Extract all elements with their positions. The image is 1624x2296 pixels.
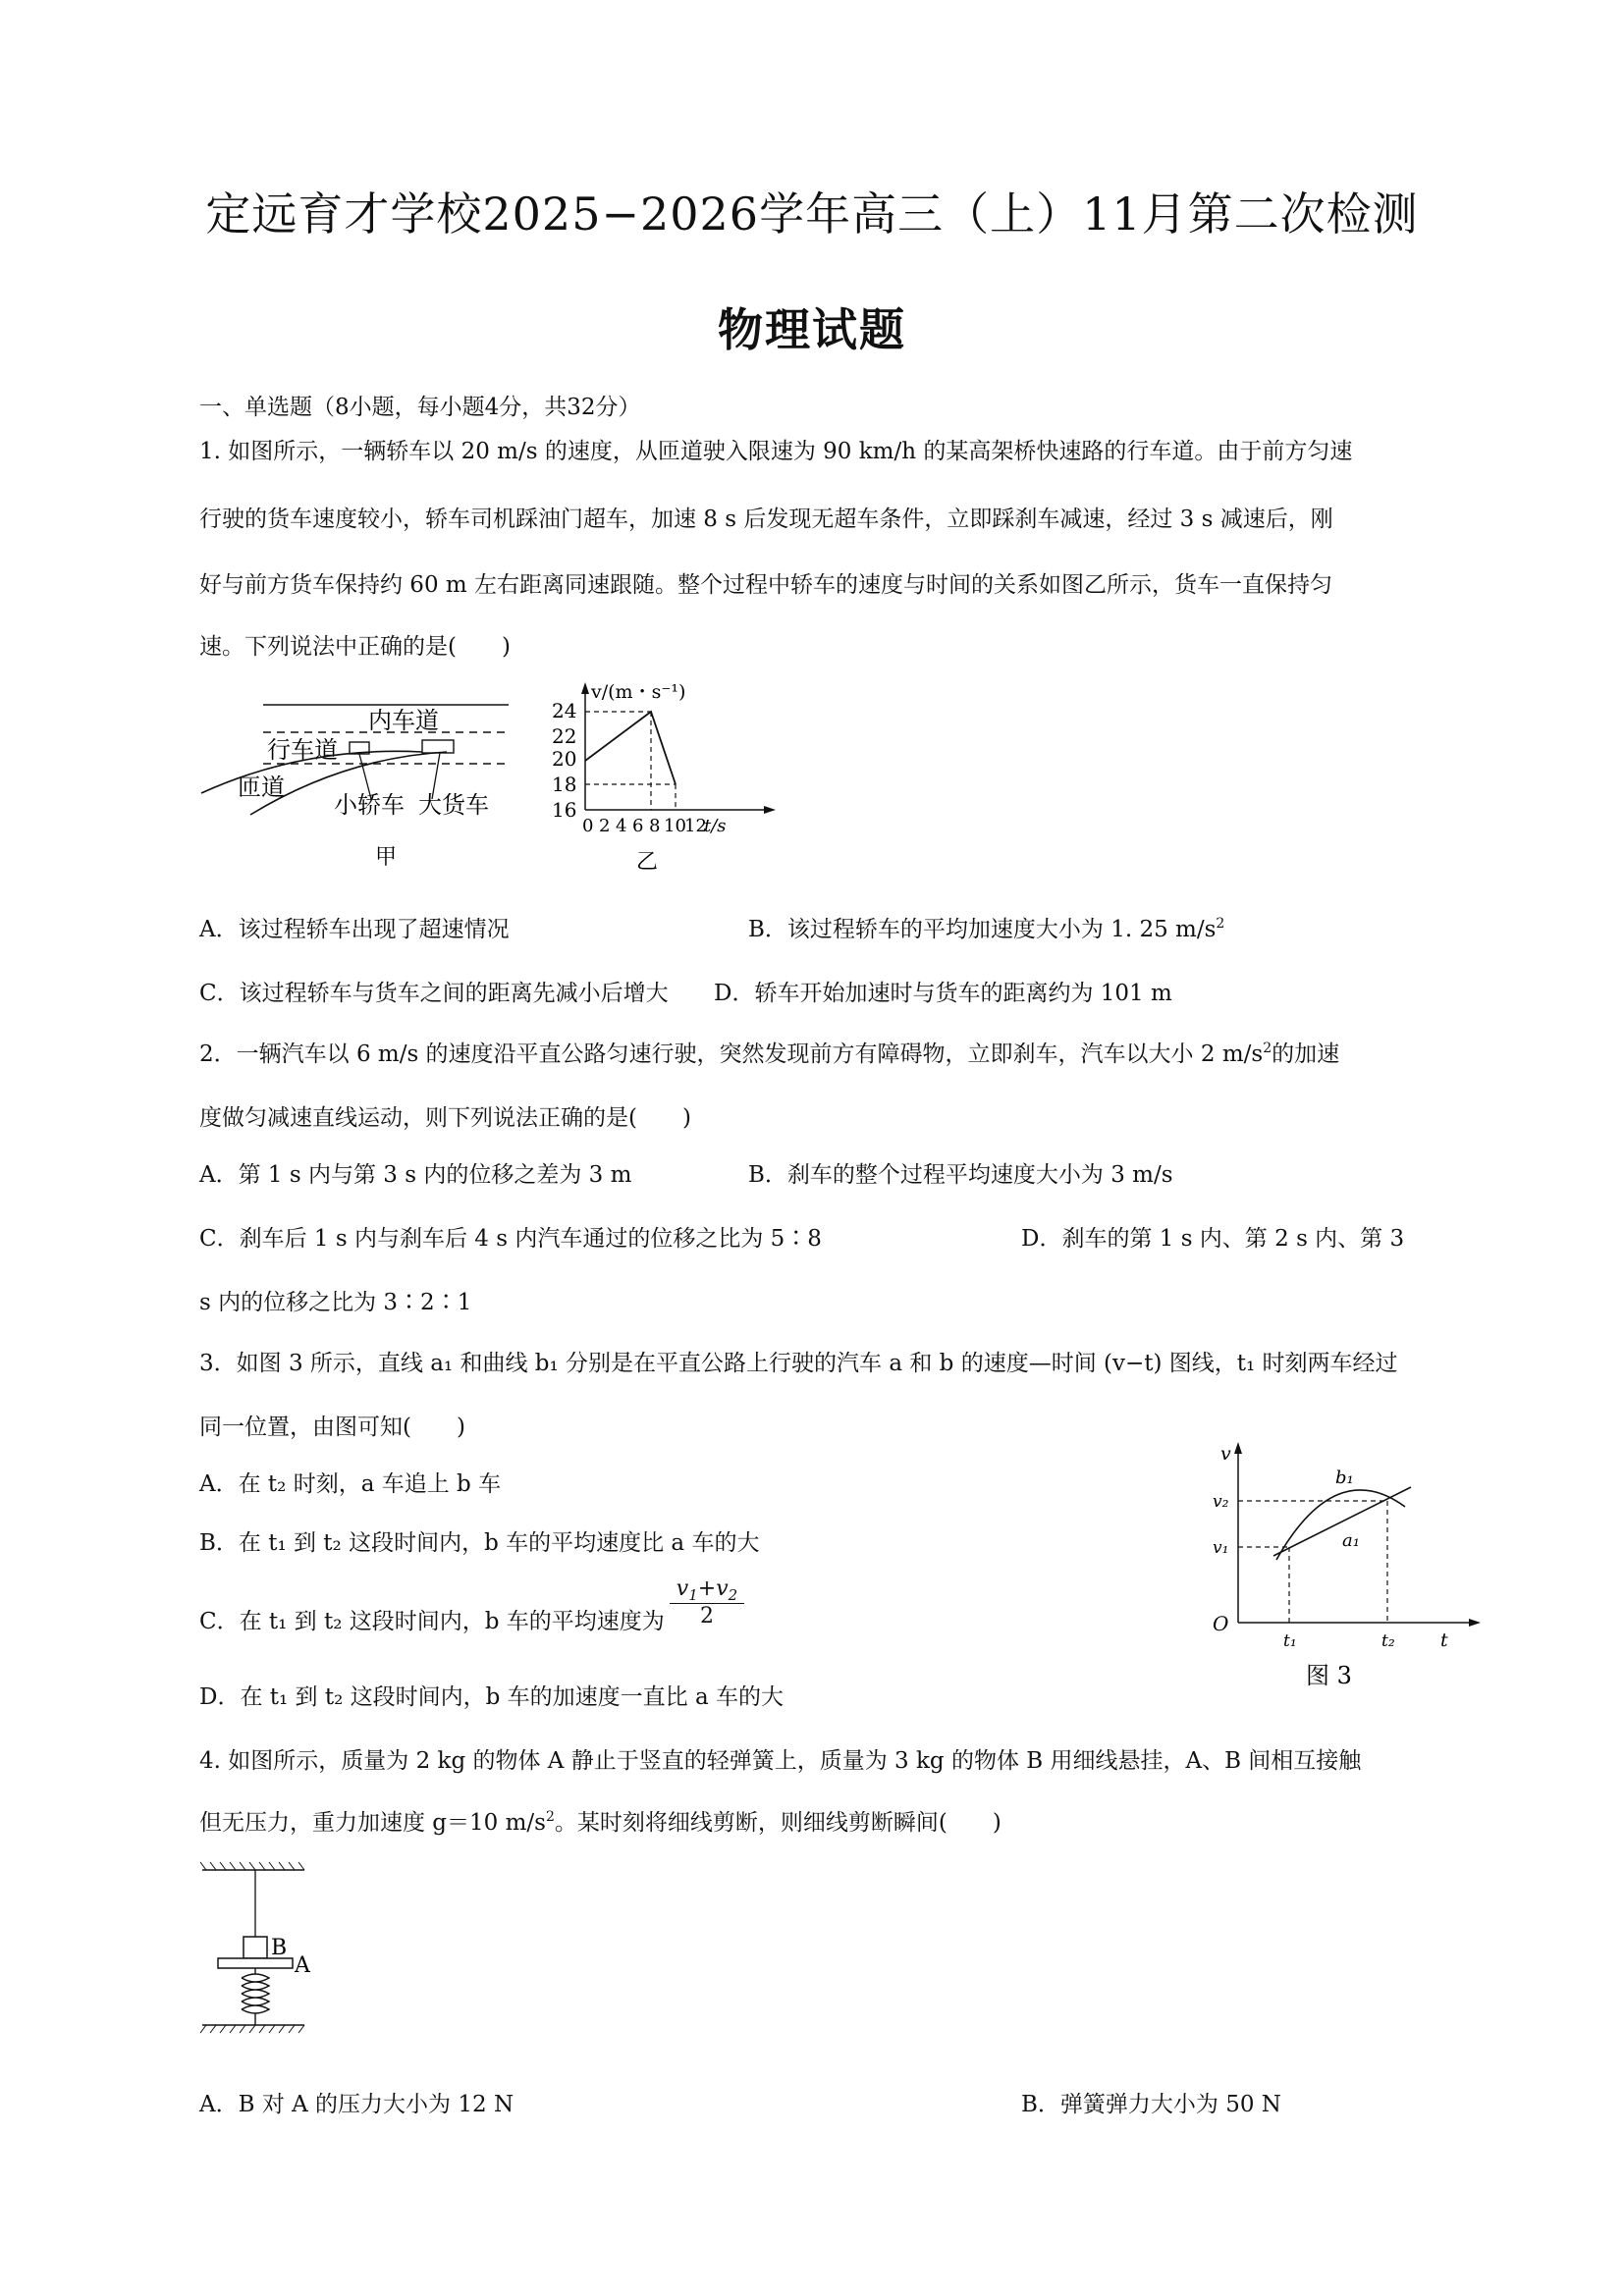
q2-option-c[interactable]: C．刹车后 1 s 内与刹车后 4 s 内汽车通过的位移之比为 5∶8 (199, 1226, 822, 1252)
yi-x-unit: t/s (704, 816, 727, 836)
fig3-t-axis: t (1440, 1629, 1448, 1651)
q3-option-c-fraction: $\frac{v_1+v_2}{2}$ (670, 1576, 744, 1629)
exam-subject: 物理试题 (718, 303, 906, 356)
q3-text-line1: 3．如图 3 所示，直线 a₁ 和曲线 b₁ 分别是在平直公路上行驶的汽车 a 和 b 的速度—时间 (v−t) 图线，t₁ 时刻两车经过 (199, 1351, 1398, 1376)
q1-option-d[interactable]: D．轿车开始加速时与货车的距离约为 101 m (714, 981, 1172, 1006)
q1-text-line3: 好与前方货车保持约 60 m 左右距离同速跟随。整个过程中轿车的速度与时间的关系如图乙所示，货车一直保持匀 (199, 572, 1333, 598)
fig3-v2-label: v₂ (1213, 1492, 1229, 1512)
label-truck: 大货车 (418, 791, 489, 819)
q3-option-a[interactable]: A．在 t₂ 时刻，a 车追上 b 车 (199, 1471, 502, 1497)
yi-xtick-4: 4 (616, 816, 627, 836)
q1-option-a[interactable]: A．该过程轿车出现了超速情况 (199, 917, 510, 942)
q1-text-line4: 速。下列说法中正确的是( ) (199, 634, 511, 660)
q3-option-d[interactable]: D．在 t₁ 到 t₂ 这段时间内，b 车的加速度一直比 a 车的大 (199, 1684, 784, 1710)
label-car: 小轿车 (334, 791, 405, 819)
q2-option-b[interactable]: B．刹车的整个过程平均速度大小为 3 m/s (748, 1162, 1173, 1188)
q1-text-line1: 1. 如图所示，一辆轿车以 20 m/s 的速度，从匝道驶入限速为 90 km/h 的某高架桥快速路的行车道。由于前方匀速 (199, 439, 1353, 464)
fig3-t2-label: t₂ (1381, 1631, 1395, 1651)
fig3-caption: 图 3 (1306, 1662, 1352, 1689)
yi-xtick-0: 0 (582, 816, 594, 836)
yi-xtick-12: 12 (684, 816, 707, 836)
exam-title: 定远育才学校2025−2026学年高三（上）11月第二次检测 (205, 187, 1419, 240)
figure-caption-jia: 甲 (375, 845, 398, 870)
figure-caption-yi: 乙 (636, 850, 659, 875)
q1-figure-jia (196, 687, 530, 883)
block-b (244, 1937, 267, 1958)
label-b: B (271, 1936, 288, 1960)
yi-ytick-18: 18 (552, 773, 577, 796)
label-lane: 行车道 (267, 736, 338, 764)
q4-option-b[interactable]: B．弹簧弹力大小为 50 N (1021, 2092, 1281, 2117)
yi-ytick-24: 24 (552, 699, 577, 722)
spring-icon (242, 1968, 269, 2025)
yi-xtick-2: 2 (599, 816, 611, 836)
q1-figure-yi-chart (550, 682, 776, 879)
q1-option-c[interactable]: C．该过程轿车与货车之间的距离先减小后增大 (199, 981, 669, 1006)
fig3-t1-label: t₁ (1283, 1631, 1297, 1651)
q2-option-d[interactable]: D．刹车的第 1 s 内、第 2 s 内、第 3 (1021, 1226, 1405, 1252)
q3-figure-vt (1213, 1438, 1488, 1693)
section-heading: 一、单选题（8小题，每小题4分，共32分） (199, 395, 641, 420)
q1-option-b[interactable]: B．该过程轿车的平均加速度大小为 1. 25 $m/s^2$ (748, 916, 1225, 942)
q4-option-a[interactable]: A．B 对 A 的压力大小为 12 N (199, 2092, 514, 2117)
q4-text-line2: 但无压力，重力加速度 g＝10 $m/s^2$。某时刻将细线剪断，则细线剪断瞬间( ) (199, 1809, 1001, 1836)
fig3-origin: O (1213, 1612, 1229, 1635)
yi-xtick-6: 6 (632, 816, 644, 836)
q2-option-a[interactable]: A．第 1 s 内与第 3 s 内的位移之差为 3 m (199, 1162, 632, 1188)
yi-xtick-10: 10 (664, 816, 686, 836)
q3-option-b[interactable]: B．在 t₁ 到 t₂ 这段时间内，b 车的平均速度比 a 车的大 (199, 1530, 760, 1556)
q2-option-d-cont: s 内的位移之比为 3∶2∶1 (199, 1290, 472, 1315)
label-ramp: 匝道 (238, 774, 285, 801)
q3-option-c[interactable]: C．在 t₁ 到 t₂ 这段时间内，b 车的平均速度为 (199, 1609, 665, 1634)
fig3-a1-label: a₁ (1342, 1530, 1360, 1551)
yi-ytick-22: 22 (552, 724, 577, 748)
q2-text-line2: 度做匀减速直线运动，则下列说法正确的是( ) (199, 1105, 691, 1131)
yi-velocity-line (585, 712, 676, 784)
q3-text-line2: 同一位置，由图可知( ) (199, 1415, 465, 1440)
yi-ytick-16: 16 (552, 798, 577, 822)
q4-figure-spring (196, 1860, 324, 2056)
truck-icon (422, 740, 454, 753)
fig3-v-axis: v (1220, 1443, 1231, 1465)
q4-text-line1: 4. 如图所示，质量为 2 kg 的物体 A 静止于竖直的轻弹簧上，质量为 3 kg 的物体 B 用细线悬挂，A、B 间相互接触 (199, 1748, 1362, 1774)
yi-xtick-8: 8 (649, 816, 661, 836)
label-inner-lane: 内车道 (368, 707, 439, 734)
fig3-b1-label: b₁ (1335, 1468, 1354, 1488)
label-a: A (295, 1953, 310, 1978)
yi-ytick-20: 20 (552, 747, 577, 771)
fig3-v1-label: v₁ (1213, 1538, 1229, 1558)
q2-text-line1: 2．一辆汽车以 6 m/s 的速度沿平直公路匀速行驶，突然发现前方有障碍物，立即刹车，汽车以大小 2 $m/s^2$的加速 (199, 1041, 1340, 1067)
yi-axis-label: v/(m・s⁻¹) (591, 681, 686, 703)
q1-text-line2: 行驶的货车速度较小，轿车司机踩油门超车，加速 8 s 后发现无超车条件，立即踩刹车减速，经过 3 s 减速后，刚 (199, 507, 1333, 532)
